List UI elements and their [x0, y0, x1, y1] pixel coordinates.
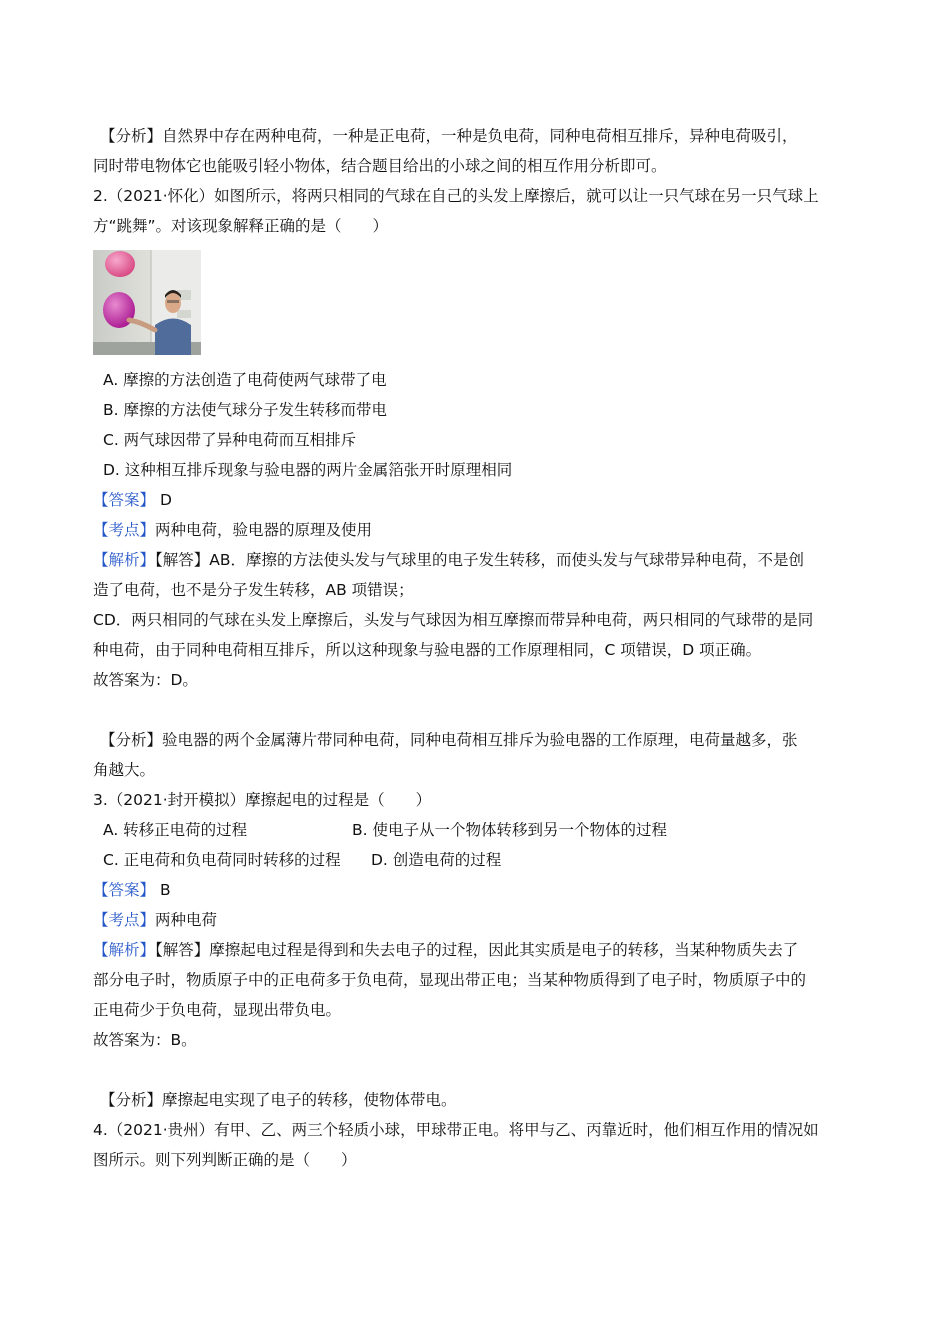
q3-point: 【考点】两种电荷	[93, 911, 218, 929]
q3-solution-line-2: 部分电子时，物质原子中的正电荷多于负电荷，显现出带正电；当某种物质得到了电子时，物质原子中的	[93, 971, 807, 989]
analysis-tag: 【分析】	[100, 1091, 163, 1109]
solution-tag: 【解析】	[93, 941, 156, 959]
q4-stem-line-1: 4.（2021·贵州）有甲、乙、两三个轻质小球，甲球带正电。将甲与乙、丙靠近时，他们相互作用的情况如	[93, 1121, 819, 1139]
q3-final-answer: 故答案为：B。	[93, 1031, 197, 1049]
q3-analysis-line-1: 【分析】摩擦起电实现了电子的转移，使物体带电。	[100, 1091, 457, 1109]
q1-analysis-tag: 【分析】	[100, 127, 163, 145]
q2-option-d: D. 这种相互排斥现象与验电器的两片金属箔张开时原理相同	[103, 461, 513, 479]
answer-tag: 【答案】	[93, 881, 156, 899]
q2-stem-line-1: 2.（2021·怀化）如图所示，将两只相同的气球在自己的头发上摩擦后，就可以让一只气球在另一只气球上	[93, 187, 819, 205]
q3-stem: 3.（2021·封开模拟）摩擦起电的过程是（ ）	[93, 791, 432, 809]
q2-solution-line-2: 造了电荷，也不是分子发生转移，AB 项错误；	[93, 581, 414, 599]
q2-analysis-line-1: 【分析】验电器的两个金属薄片带同种电荷，同种电荷相互排斥为验电器的工作原理，电荷量越多，张	[100, 731, 798, 749]
q2-solution-line-3: CD．两只相同的气球在头发上摩擦后，头发与气球因为相互摩擦而带异种电荷，两只相同的气球带的是同	[93, 611, 814, 629]
q1-analysis-line-1: 【分析】自然界中存在两种电荷，一种是正电荷，一种是负电荷，同种电荷相互排斥，异种电荷吸引，	[100, 127, 798, 145]
point-tag: 【考点】	[93, 521, 156, 539]
q3-solution-line-3: 正电荷少于负电荷，显现出带负电。	[93, 1001, 342, 1019]
analysis-tag: 【分析】	[100, 731, 163, 749]
q2-stem-line-2: 方“跳舞”。对该现象解释正确的是（ ）	[93, 217, 389, 235]
q3-solution-line-1: 【解析】【解答】摩擦起电过程是得到和失去电子的过程，因此其实质是电子的转移，当某种物质失去了	[93, 941, 799, 959]
q3-answer: 【答案】 B	[93, 881, 171, 899]
solution-tag: 【解析】	[93, 551, 156, 569]
q3-option-d: D. 创造电荷的过程	[371, 851, 502, 869]
q2-option-a: A. 摩擦的方法创造了电荷使两气球带了电	[103, 371, 387, 389]
q2-final-answer: 故答案为：D。	[93, 671, 198, 689]
q2-option-b: B. 摩擦的方法使气球分子发生转移而带电	[103, 401, 387, 419]
q4-stem-line-2: 图所示。则下列判断正确的是（ ）	[93, 1151, 357, 1169]
q3-option-c: C. 正电荷和负电荷同时转移的过程	[103, 851, 341, 869]
q2-solution-line-4: 种电荷，由于同种电荷相互排斥，所以这种现象与验电器的工作原理相同，C 项错误，D 项正确。	[93, 641, 762, 659]
q2-point: 【考点】两种电荷，验电器的原理及使用	[93, 521, 373, 539]
balloon-photo	[93, 250, 201, 355]
point-tag: 【考点】	[93, 911, 156, 929]
q2-analysis-line-2: 角越大。	[93, 761, 156, 779]
q3-option-b: B. 使电子从一个物体转移到另一个物体的过程	[352, 821, 667, 839]
q1-analysis-line-2: 同时带电物体它也能吸引轻小物体，结合题目给出的小球之间的相互作用分析即可。	[93, 157, 667, 175]
q2-option-c: C. 两气球因带了异种电荷而互相排斥	[103, 431, 357, 449]
q2-solution-line-1: 【解析】【解答】AB．摩擦的方法使头发与气球里的电子发生转移，而使头发与气球带异种电荷，不是创	[93, 551, 805, 569]
q2-answer: 【答案】 D	[93, 491, 172, 509]
q3-option-a: A. 转移正电荷的过程	[103, 821, 248, 839]
answer-tag: 【答案】	[93, 491, 156, 509]
